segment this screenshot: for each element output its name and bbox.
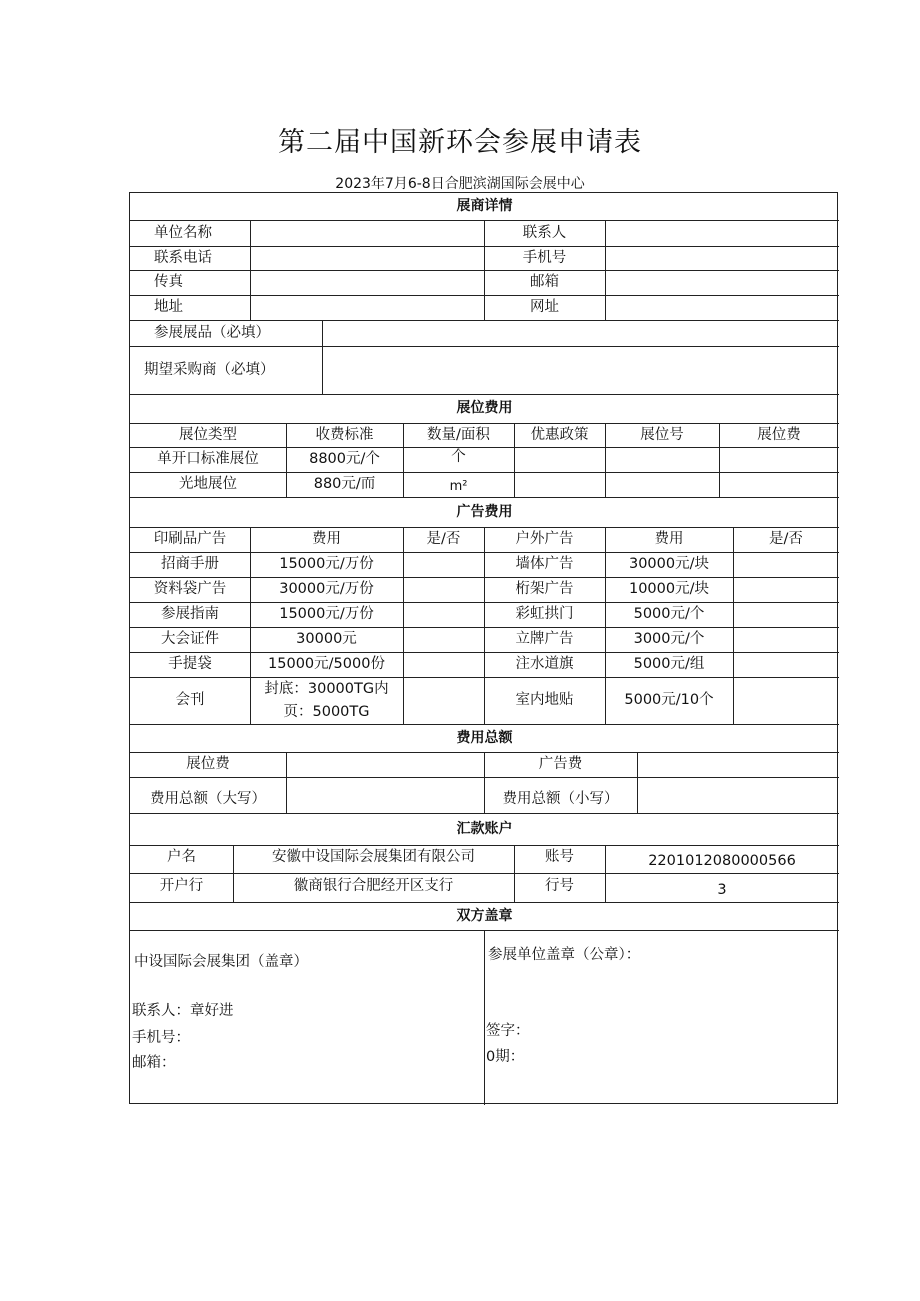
booth-number-standard[interactable] [605, 447, 719, 472]
address-input[interactable] [250, 295, 484, 320]
bank-code-value: 3 [717, 881, 727, 898]
email-label: 邮箱 [530, 274, 559, 291]
ad-outdoor-fee: 3000元/个 [633, 631, 705, 648]
account-name-value: 安徽中设国际会展集团有限公司 [272, 848, 475, 865]
booth-col-fee: 展位费 [757, 426, 801, 443]
event-subtitle: 2023年7月6-8日合肥滨湖国际会展中心 [335, 176, 585, 192]
ad-outdoor-name: 室内地贴 [515, 692, 574, 709]
booth-col-discount: 优惠政策 [530, 426, 589, 443]
ad-print-name: 手提袋 [168, 656, 212, 673]
mobile-label: 手机号 [522, 249, 567, 266]
account-number-value: 2201012080000566 [648, 852, 796, 869]
email-input[interactable] [605, 270, 839, 295]
phone-label: 联系电话 [154, 249, 212, 266]
booth-col-quantity: 数量/面积 [427, 426, 490, 443]
ad-print-fee: 15000元/万份 [279, 556, 374, 573]
ad-outdoor-name: 桁架广告 [515, 581, 574, 598]
ad-outdoor-fee: 30000元/块 [628, 556, 709, 573]
ads-col-print: 印刷品广告 [153, 531, 227, 548]
ad-print-name: 会刊 [175, 692, 205, 709]
booth-type-raw: 光地展位 [179, 476, 237, 493]
ad-print-yesno[interactable] [403, 602, 484, 627]
ad-print-name: 资料袋广告 [153, 581, 227, 598]
ad-print-yesno[interactable] [403, 627, 484, 652]
booth-col-type: 展位类型 [179, 426, 237, 443]
ad-print-name: 招商手册 [161, 556, 219, 573]
ad-outdoor-yesno[interactable] [733, 627, 839, 652]
website-label: 网址 [530, 299, 559, 316]
booth-price-standard: 8800元/个 [309, 451, 380, 468]
ad-outdoor-fee: 5000元/组 [633, 656, 705, 673]
ad-print-fee: 15000元/5000份 [268, 656, 385, 673]
total-ad-fee-input[interactable] [637, 752, 839, 777]
section-header-totals: 费用总额 [456, 729, 513, 746]
ad-print-yesno[interactable] [403, 677, 484, 724]
ad-print-fee: 30000元/万份 [279, 581, 374, 598]
section-header-exhibitor: 展商详情 [456, 198, 513, 215]
page-title: 第二届中国新环会参展申请表 [278, 127, 642, 158]
total-lower-input[interactable] [637, 777, 839, 813]
ad-print-fee: 封底：30000TG内页：5000TG [264, 681, 389, 720]
application-form [129, 192, 838, 1104]
ad-outdoor-fee: 10000元/块 [628, 581, 709, 598]
total-booth-fee-label: 展位费 [186, 756, 230, 773]
ad-print-name: 参展指南 [161, 606, 219, 623]
booth-price-raw: 880元/而 [313, 476, 376, 493]
products-label: 参展展品（必填） [154, 324, 270, 341]
booth-fee-raw[interactable] [719, 472, 839, 497]
ad-outdoor-yesno[interactable] [733, 652, 839, 677]
total-booth-fee-input[interactable] [286, 752, 484, 777]
booth-discount-standard[interactable] [514, 447, 605, 472]
organizer-seal-label: 中设国际会展集团（盖章） [134, 954, 308, 970]
booth-discount-raw[interactable] [514, 472, 605, 497]
buyers-input[interactable] [322, 346, 839, 394]
ads-col-outdoor: 户外广告 [515, 531, 574, 548]
organizer-contact: 联系人：章好进 [132, 1003, 234, 1019]
ads-col-print-yesno: 是/否 [426, 531, 461, 548]
section-header-seal: 双方盖章 [456, 907, 513, 924]
ad-print-yesno[interactable] [403, 552, 484, 577]
organizer-mobile: 手机号： [132, 1030, 190, 1046]
company-label: 单位名称 [154, 224, 212, 241]
booth-col-number: 展位号 [640, 426, 684, 443]
exhibitor-date[interactable]: 0期： [486, 1049, 525, 1065]
booth-fee-standard[interactable] [719, 447, 839, 472]
total-lower-label: 费用总额（小写） [502, 790, 619, 807]
website-input[interactable] [605, 295, 839, 320]
ad-outdoor-yesno[interactable] [733, 552, 839, 577]
section-header-ads: 广告费用 [456, 503, 513, 520]
ad-print-yesno[interactable] [403, 652, 484, 677]
organizer-email: 邮箱： [132, 1055, 176, 1071]
fax-label: 传真 [154, 274, 183, 291]
ad-print-fee: 15000元/万份 [279, 606, 374, 623]
ad-outdoor-fee: 5000元/10个 [624, 692, 714, 709]
booth-col-price: 收费标准 [315, 426, 374, 443]
booth-qty-raw[interactable]: m² [449, 478, 468, 494]
ad-print-fee: 30000元 [296, 631, 357, 648]
company-input[interactable] [250, 220, 484, 246]
exhibitor-seal-label: 参展单位盖章（公章）： [488, 947, 641, 963]
section-header-account: 汇款账户 [456, 820, 513, 837]
booth-qty-standard[interactable]: 个 [451, 448, 466, 465]
bank-code-label: 行号 [545, 877, 574, 894]
fax-input[interactable] [250, 270, 484, 295]
ads-col-outdoor-yesno: 是/否 [769, 531, 803, 548]
ad-outdoor-name: 立牌广告 [515, 631, 574, 648]
exhibitor-signature[interactable]: 签字： [486, 1023, 530, 1039]
address-label: 地址 [154, 299, 183, 316]
ad-outdoor-yesno[interactable] [733, 577, 839, 602]
total-ad-fee-label: 广告费 [538, 756, 583, 773]
ad-outdoor-name: 注水道旗 [515, 656, 574, 673]
ad-outdoor-fee: 5000元/个 [633, 606, 705, 623]
phone-input[interactable] [250, 246, 484, 270]
ads-col-print-fee: 费用 [312, 531, 341, 548]
ad-outdoor-yesno[interactable] [733, 602, 839, 627]
total-upper-input[interactable] [286, 777, 484, 813]
mobile-input[interactable] [605, 246, 839, 270]
account-name-label: 户名 [167, 848, 196, 865]
ad-outdoor-name: 墙体广告 [515, 556, 574, 573]
bank-label: 开户行 [159, 877, 204, 894]
ad-outdoor-yesno[interactable] [733, 677, 839, 724]
products-input[interactable] [322, 320, 839, 346]
contact-label: 联系人 [522, 224, 567, 241]
bank-value: 徽商银行合肥经开区支行 [293, 877, 454, 894]
section-header-booth: 展位费用 [456, 400, 513, 417]
ad-print-yesno[interactable] [403, 577, 484, 602]
account-number-label: 账号 [545, 848, 574, 865]
total-upper-label: 费用总额（大写） [150, 790, 266, 807]
booth-number-raw[interactable] [605, 472, 719, 497]
contact-input[interactable] [605, 220, 839, 246]
buyers-label: 期望采购商（必填） [144, 361, 275, 378]
ad-print-name: 大会证件 [161, 631, 219, 648]
ad-outdoor-name: 彩虹拱门 [515, 606, 574, 623]
booth-type-standard: 单开口标准展位 [157, 451, 259, 468]
ads-col-outdoor-fee: 费用 [654, 531, 684, 548]
